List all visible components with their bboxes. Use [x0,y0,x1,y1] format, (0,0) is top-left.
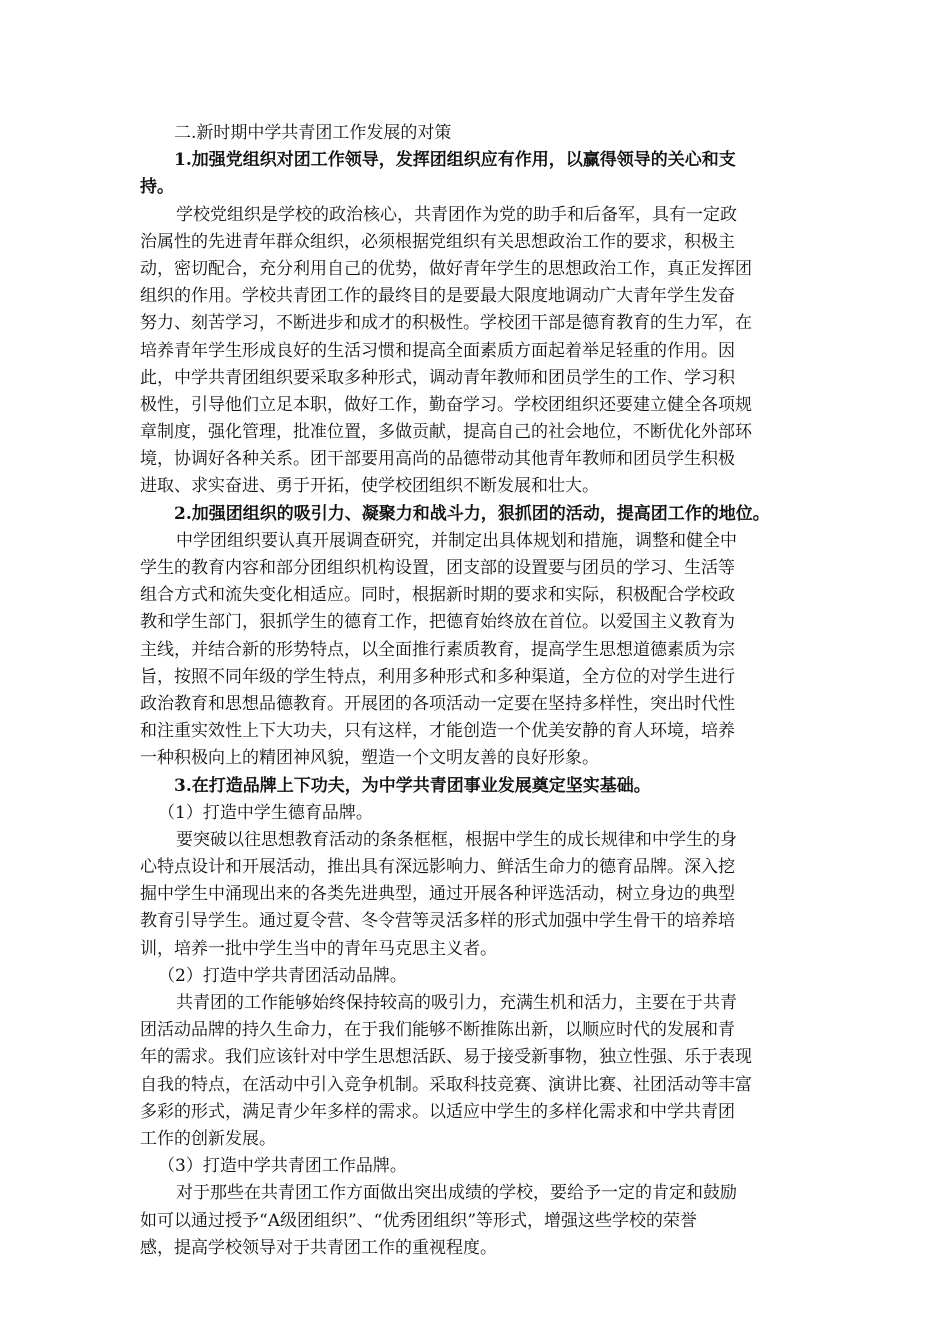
heading-3: 3.在打造品牌上下功夫，为中学共青团事业发展奠定坚实基础。 [174,775,651,796]
paragraph-3-line: 教育引导学生。通过夏令营、冬令营等灵活多样的形式加强中学生骨干的培养培 [140,911,735,932]
subheading-3: （3）打造中学共青团工作品牌。 [158,1156,407,1177]
paragraph-2-line: 学生的教育内容和部分团组织机构设置，团支部的设置要与团员的学习、生活等 [140,558,735,578]
subheading-1: （1）打造中学生德育品牌。 [158,802,373,823]
paragraph-4-line: 年的需求。我们应该针对中学生思想活跃、易于接受新事物，独立性强、乐于表现 [140,1047,752,1068]
subheading-2: （2）打造中学共青团活动品牌。 [158,965,407,986]
heading-2: 2.加强团组织的吸引力、凝聚力和战斗力，狠抓团的活动，提高团工作的地位。 [174,503,770,524]
paragraph-1-line: 进取、求实奋进、勇于开拓，使学校团组织不断发展和壮大。 [140,476,599,497]
paragraph-3-line: 掘中学生中涌现出来的各类先进典型，通过开展各种评选活动，树立身边的典型 [140,884,735,905]
paragraph-4-line: 自我的特点，在活动中引入竞争机制。采取科技竞赛、演讲比赛、社团活动等丰富 [140,1074,752,1095]
heading-1-line-1: 1.加强党组织对团工作领导，发挥团组织应有作用，以赢得领导的关心和支 [174,150,736,171]
heading-1-line-2: 持。 [140,177,174,198]
paragraph-2-line: 组合方式和流失变化相适应。同时，根据新时期的要求和实际，积极配合学校政 [140,585,735,606]
paragraph-2-line: 主线，并结合新的形势特点，以全面推行素质教育，提高学生思想道德素质为宗 [140,639,735,660]
paragraph-4-line: 多彩的形式，满足青少年多样的需求。以适应中学生的多样化需求和中学共青团 [140,1101,735,1122]
paragraph-2-line: 政治教育和思想品德教育。开展团的各项活动一定要在坚持多样性，突出时代性 [140,693,735,714]
paragraph-3-line: 心特点设计和开展活动，推出具有深远影响力、鲜活生命力的德育品牌。深入挖 [140,857,735,878]
paragraph-1-line: 极性，引导他们立足本职，做好工作，勤奋学习。学校团组织还要建立健全各项规 [140,394,752,415]
paragraph-4-line: 共青团的工作能够始终保持较高的吸引力，充满生机和活力，主要在于共青 [176,993,737,1013]
paragraph-5-line: 对于那些在共青团工作方面做出突出成绩的学校，要给予一定的肯定和鼓励 [176,1183,737,1204]
paragraph-2-line: 旨，按照不同年级的学生特点，利用多种形式和多种渠道，全方位的对学生进行 [140,666,735,687]
paragraph-1-line: 境，协调好各种关系。团干部要用高尚的品德带动其他青年教师和团员学生积极 [140,449,735,470]
paragraph-1-line: 培养青年学生形成良好的生活习惯和提高全面素质方面起着举足轻重的作用。因 [140,340,735,361]
paragraph-1-line: 治属性的先进青年群众组织，必须根据党组织有关思想政治工作的要求，积极主 [140,231,735,252]
document-page [140,120,812,1262]
paragraph-3-line: 训，培养一批中学生当中的青年马克思主义者。 [140,938,497,959]
paragraph-4-line: 工作的创新发展。 [140,1128,276,1149]
section-title: 二.新时期中学共青团工作发展的对策 [174,123,452,143]
paragraph-1-line: 学校党组织是学校的政治核心，共青团作为党的助手和后备军，具有一定政 [176,204,737,225]
paragraph-1-line: 此，中学共青团组织要采取多种形式，调动青年教师和团员学生的工作、学习积 [140,367,735,388]
paragraph-2-line: 教和学生部门，狠抓学生的德育工作，把德育始终放在首位。以爱国主义教育为 [140,612,735,633]
paragraph-1-line: 组织的作用。学校共青团工作的最终目的是要最大限度地调动广大青年学生发奋 [140,286,735,307]
paragraph-2-line: 中学团组织要认真开展调查研究，并制定出具体规划和措施，调整和健全中 [176,530,737,551]
paragraph-5-line: 如可以通过授予“A级团组织”、“优秀团组织”等形式，增强这些学校的荣誉 [140,1210,698,1231]
paragraph-1-line: 动，密切配合，充分利用自己的优势，做好青年学生的思想政治工作，真正发挥团 [140,258,752,279]
paragraph-2-line: 一种积极向上的精团神风貌，塑造一个文明友善的良好形象。 [140,748,599,769]
paragraph-4-line: 团活动品牌的持久生命力，在于我们能够不断推陈出新，以顺应时代的发展和青 [140,1020,735,1041]
paragraph-1-line: 章制度，强化管理，批准位置，多做贡献，提高自己的社会地位，不断优化外部环 [140,422,752,443]
paragraph-2-line: 和注重实效性上下大功夫，只有这样，才能创造一个优美安静的育人环境，培养 [140,721,735,742]
paragraph-5-line: 感，提高学校领导对于共青团工作的重视程度。 [140,1237,497,1258]
paragraph-1-line: 努力、刻苦学习，不断进步和成才的积极性。学校团干部是德育教育的生力军，在 [140,313,752,334]
paragraph-3-line: 要突破以往思想教育活动的条条框框，根据中学生的成长规律和中学生的身 [176,829,737,850]
